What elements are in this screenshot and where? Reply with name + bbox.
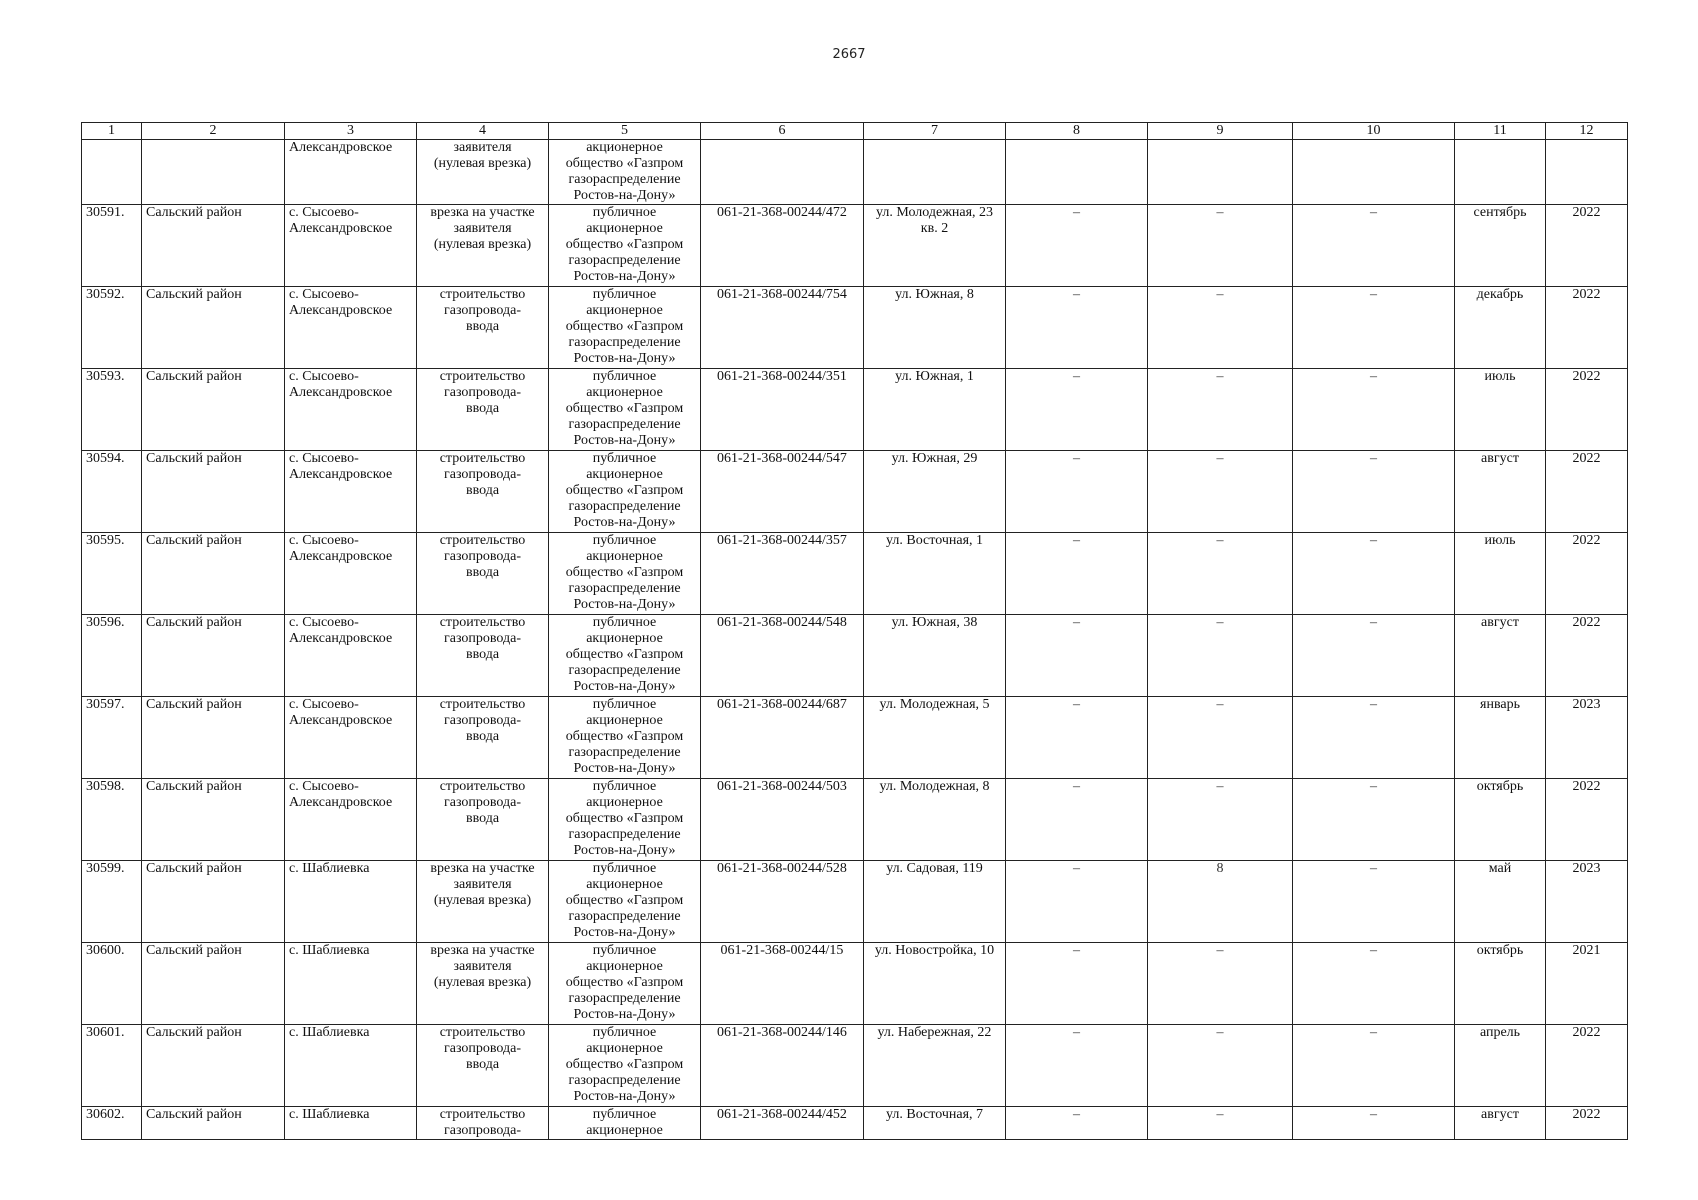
cell-work-type: строительство газопровода- ввода <box>417 697 549 779</box>
cell-settlement: с. Сысоево- Александровское <box>285 779 417 861</box>
cell-permit-code: 061-21-368-00244/452 <box>701 1107 864 1140</box>
cell-district: Сальский район <box>142 287 285 369</box>
cell-month: июль <box>1455 369 1546 451</box>
cell-settlement: с. Шаблиевка <box>285 943 417 1025</box>
cell-district: Сальский район <box>142 205 285 287</box>
column-number-header-row <box>82 123 1628 140</box>
cell-col10: – <box>1293 369 1455 451</box>
table-row <box>82 205 1628 287</box>
cell-empty <box>701 140 864 205</box>
cell-settlement: с. Сысоево- Александровское <box>285 205 417 287</box>
table-row <box>82 615 1628 697</box>
cell-permit-code: 061-21-368-00244/503 <box>701 779 864 861</box>
cell-col9: – <box>1148 451 1293 533</box>
cell-empty <box>1293 140 1455 205</box>
cell-number: 30598. <box>82 779 142 861</box>
cell-address: ул. Южная, 38 <box>864 615 1006 697</box>
cell-address: ул. Восточная, 7 <box>864 1107 1006 1140</box>
cell-settlement: с. Сысоево- Александровское <box>285 287 417 369</box>
cell-col9: – <box>1148 1025 1293 1107</box>
cell-col8: – <box>1006 287 1148 369</box>
cell-month: август <box>1455 451 1546 533</box>
cell-col9: – <box>1148 1107 1293 1140</box>
cell-address: ул. Новостройка, 10 <box>864 943 1006 1025</box>
cell-permit-code: 061-21-368-00244/357 <box>701 533 864 615</box>
cell-address: ул. Южная, 1 <box>864 369 1006 451</box>
cell-col10: – <box>1293 533 1455 615</box>
cell-district: Сальский район <box>142 615 285 697</box>
cell-empty <box>1455 140 1546 205</box>
cell-organization: публичное акционерное общество «Газпром газораспределение Ростов-на-Дону» <box>549 779 701 861</box>
cell-year: 2023 <box>1546 697 1628 779</box>
table-row <box>82 943 1628 1025</box>
cell-organization: публичное акционерное общество «Газпром газораспределение Ростов-на-Дону» <box>549 533 701 615</box>
cell-col10: – <box>1293 1025 1455 1107</box>
cell-work-type: врезка на участке заявителя (нулевая врезка) <box>417 205 549 287</box>
cell-settlement: с. Шаблиевка <box>285 1025 417 1107</box>
cell-month: январь <box>1455 697 1546 779</box>
cell-permit-code: 061-21-368-00244/351 <box>701 369 864 451</box>
cell-col8: – <box>1006 1107 1148 1140</box>
table-row <box>82 1107 1628 1140</box>
table-row <box>82 451 1628 533</box>
cell-organization: публичное акционерное общество «Газпром газораспределение Ростов-на-Дону» <box>549 943 701 1025</box>
cell-col9: – <box>1148 943 1293 1025</box>
cell-month: август <box>1455 1107 1546 1140</box>
cell-permit-code: 061-21-368-00244/687 <box>701 697 864 779</box>
cell-permit-code: 061-21-368-00244/528 <box>701 861 864 943</box>
cell-settlement: с. Сысоево- Александровское <box>285 451 417 533</box>
cell-permit-code: 061-21-368-00244/146 <box>701 1025 864 1107</box>
cell-col8: – <box>1006 1025 1148 1107</box>
cell-col9: – <box>1148 779 1293 861</box>
cell-month: июль <box>1455 533 1546 615</box>
cell-settlement: с. Сысоево- Александровское <box>285 697 417 779</box>
table-body <box>82 140 1628 1140</box>
cell-organization: публичное акционерное общество «Газпром газораспределение Ростов-на-Дону» <box>549 369 701 451</box>
cell-district: Сальский район <box>142 1025 285 1107</box>
cell-month: октябрь <box>1455 943 1546 1025</box>
cell-month: октябрь <box>1455 779 1546 861</box>
cell-month: сентябрь <box>1455 205 1546 287</box>
cell-district: Сальский район <box>142 533 285 615</box>
table-row <box>82 779 1628 861</box>
cell-year: 2022 <box>1546 779 1628 861</box>
cell-work-type: врезка на участке заявителя (нулевая врезка) <box>417 943 549 1025</box>
cell-address: ул. Южная, 8 <box>864 287 1006 369</box>
cell-work-type: строительство газопровода- ввода <box>417 451 549 533</box>
cell-empty <box>1006 140 1148 205</box>
cell-col9: – <box>1148 533 1293 615</box>
cell-organization: публичное акционерное общество «Газпром газораспределение Ростов-на-Дону» <box>549 1025 701 1107</box>
column-header: 5 <box>549 123 701 140</box>
cell-work-type: строительство газопровода- ввода <box>417 287 549 369</box>
cell-organization: публичное акционерное общество «Газпром газораспределение Ростов-на-Дону» <box>549 861 701 943</box>
cell-empty <box>1148 140 1293 205</box>
cell-col8: – <box>1006 451 1148 533</box>
cell-col8: – <box>1006 615 1148 697</box>
table-row <box>82 369 1628 451</box>
cell-year: 2021 <box>1546 943 1628 1025</box>
cell-work-type: строительство газопровода- ввода <box>417 779 549 861</box>
cell-month: август <box>1455 615 1546 697</box>
cell-col8: – <box>1006 205 1148 287</box>
cell-col10: – <box>1293 861 1455 943</box>
cell-col9: – <box>1148 287 1293 369</box>
cell-work-type: строительство газопровода- ввода <box>417 1025 549 1107</box>
cell-year: 2023 <box>1546 861 1628 943</box>
cell-number: 30591. <box>82 205 142 287</box>
cell-col10: – <box>1293 697 1455 779</box>
column-header: 6 <box>701 123 864 140</box>
cell-col9: 8 <box>1148 861 1293 943</box>
cell-number: 30596. <box>82 615 142 697</box>
cell-work-type: строительство газопровода- ввода <box>417 369 549 451</box>
cell-organization: публичное акционерное <box>549 1107 701 1140</box>
cell-permit-code: 061-21-368-00244/15 <box>701 943 864 1025</box>
cell-permit-code: 061-21-368-00244/548 <box>701 615 864 697</box>
column-header: 4 <box>417 123 549 140</box>
cell-year: 2022 <box>1546 205 1628 287</box>
cell-district: Сальский район <box>142 943 285 1025</box>
page-number: 2667 <box>832 47 866 62</box>
cell-settlement: с. Сысоево- Александровское <box>285 615 417 697</box>
cell-organization: публичное акционерное общество «Газпром газораспределение Ростов-на-Дону» <box>549 287 701 369</box>
cell-number: 30599. <box>82 861 142 943</box>
cell-year: 2022 <box>1546 533 1628 615</box>
column-header: 11 <box>1455 123 1546 140</box>
cell-settlement: с. Сысоево- Александровское <box>285 369 417 451</box>
cell-col9: – <box>1148 369 1293 451</box>
cell-district: Сальский район <box>142 861 285 943</box>
cell-col10: – <box>1293 205 1455 287</box>
column-header: 9 <box>1148 123 1293 140</box>
table-row <box>82 287 1628 369</box>
cell-col10: – <box>1293 943 1455 1025</box>
cell-district: Сальский район <box>142 1107 285 1140</box>
cell-year: 2022 <box>1546 615 1628 697</box>
cell-work-type: строительство газопровода- ввода <box>417 615 549 697</box>
cell-settlement: с. Шаблиевка <box>285 861 417 943</box>
cell-col10: – <box>1293 779 1455 861</box>
cell-settlement: Александровское <box>285 140 417 205</box>
cell-address: ул. Садовая, 119 <box>864 861 1006 943</box>
column-header: 7 <box>864 123 1006 140</box>
cell-work-type: заявителя (нулевая врезка) <box>417 140 549 205</box>
cell-number: 30597. <box>82 697 142 779</box>
cell-organization: акционерное общество «Газпром газораспределение Ростов-на-Дону» <box>549 140 701 205</box>
column-header: 10 <box>1293 123 1455 140</box>
cell-permit-code: 061-21-368-00244/547 <box>701 451 864 533</box>
cell-col8: – <box>1006 779 1148 861</box>
cell-col10: – <box>1293 615 1455 697</box>
cell-number: 30600. <box>82 943 142 1025</box>
column-header: 1 <box>82 123 142 140</box>
cell-permit-code: 061-21-368-00244/472 <box>701 205 864 287</box>
cell-address: ул. Восточная, 1 <box>864 533 1006 615</box>
cell-organization: публичное акционерное общество «Газпром газораспределение Ростов-на-Дону» <box>549 205 701 287</box>
table-row <box>82 697 1628 779</box>
cell-empty <box>82 140 142 205</box>
cell-address: ул. Молодежная, 23 кв. 2 <box>864 205 1006 287</box>
cell-settlement: с. Сысоево- Александровское <box>285 533 417 615</box>
cell-organization: публичное акционерное общество «Газпром газораспределение Ростов-на-Дону» <box>549 697 701 779</box>
cell-number: 30595. <box>82 533 142 615</box>
cell-col8: – <box>1006 369 1148 451</box>
cell-address: ул. Молодежная, 8 <box>864 779 1006 861</box>
cell-number: 30602. <box>82 1107 142 1140</box>
cell-organization: публичное акционерное общество «Газпром газораспределение Ростов-на-Дону» <box>549 615 701 697</box>
cell-work-type: строительство газопровода- ввода <box>417 533 549 615</box>
cell-organization: публичное акционерное общество «Газпром газораспределение Ростов-на-Дону» <box>549 451 701 533</box>
cell-address: ул. Южная, 29 <box>864 451 1006 533</box>
cell-year: 2022 <box>1546 1025 1628 1107</box>
continuation-row <box>82 140 1628 205</box>
cell-number: 30601. <box>82 1025 142 1107</box>
cell-district: Сальский район <box>142 451 285 533</box>
cell-col9: – <box>1148 615 1293 697</box>
cell-district: Сальский район <box>142 697 285 779</box>
column-header: 12 <box>1546 123 1628 140</box>
cell-district: Сальский район <box>142 369 285 451</box>
cell-number: 30593. <box>82 369 142 451</box>
gasification-registry-table <box>81 122 1628 1140</box>
table-row <box>82 1025 1628 1107</box>
cell-col8: – <box>1006 861 1148 943</box>
cell-work-type: строительство газопровода- <box>417 1107 549 1140</box>
cell-col8: – <box>1006 533 1148 615</box>
table-row <box>82 533 1628 615</box>
cell-empty <box>142 140 285 205</box>
cell-col9: – <box>1148 697 1293 779</box>
cell-col8: – <box>1006 943 1148 1025</box>
cell-empty <box>1546 140 1628 205</box>
cell-district: Сальский район <box>142 779 285 861</box>
cell-col10: – <box>1293 287 1455 369</box>
column-header: 2 <box>142 123 285 140</box>
cell-col10: – <box>1293 1107 1455 1140</box>
cell-settlement: с. Шаблиевка <box>285 1107 417 1140</box>
cell-col10: – <box>1293 451 1455 533</box>
cell-month: декабрь <box>1455 287 1546 369</box>
cell-year: 2022 <box>1546 451 1628 533</box>
cell-month: апрель <box>1455 1025 1546 1107</box>
cell-number: 30592. <box>82 287 142 369</box>
cell-col8: – <box>1006 697 1148 779</box>
cell-address: ул. Набережная, 22 <box>864 1025 1006 1107</box>
cell-month: май <box>1455 861 1546 943</box>
cell-year: 2022 <box>1546 369 1628 451</box>
cell-col9: – <box>1148 205 1293 287</box>
cell-work-type: врезка на участке заявителя (нулевая врезка) <box>417 861 549 943</box>
column-header: 3 <box>285 123 417 140</box>
cell-number: 30594. <box>82 451 142 533</box>
cell-year: 2022 <box>1546 287 1628 369</box>
table-row <box>82 861 1628 943</box>
column-header: 8 <box>1006 123 1148 140</box>
cell-year: 2022 <box>1546 1107 1628 1140</box>
cell-permit-code: 061-21-368-00244/754 <box>701 287 864 369</box>
cell-address: ул. Молодежная, 5 <box>864 697 1006 779</box>
cell-empty <box>864 140 1006 205</box>
